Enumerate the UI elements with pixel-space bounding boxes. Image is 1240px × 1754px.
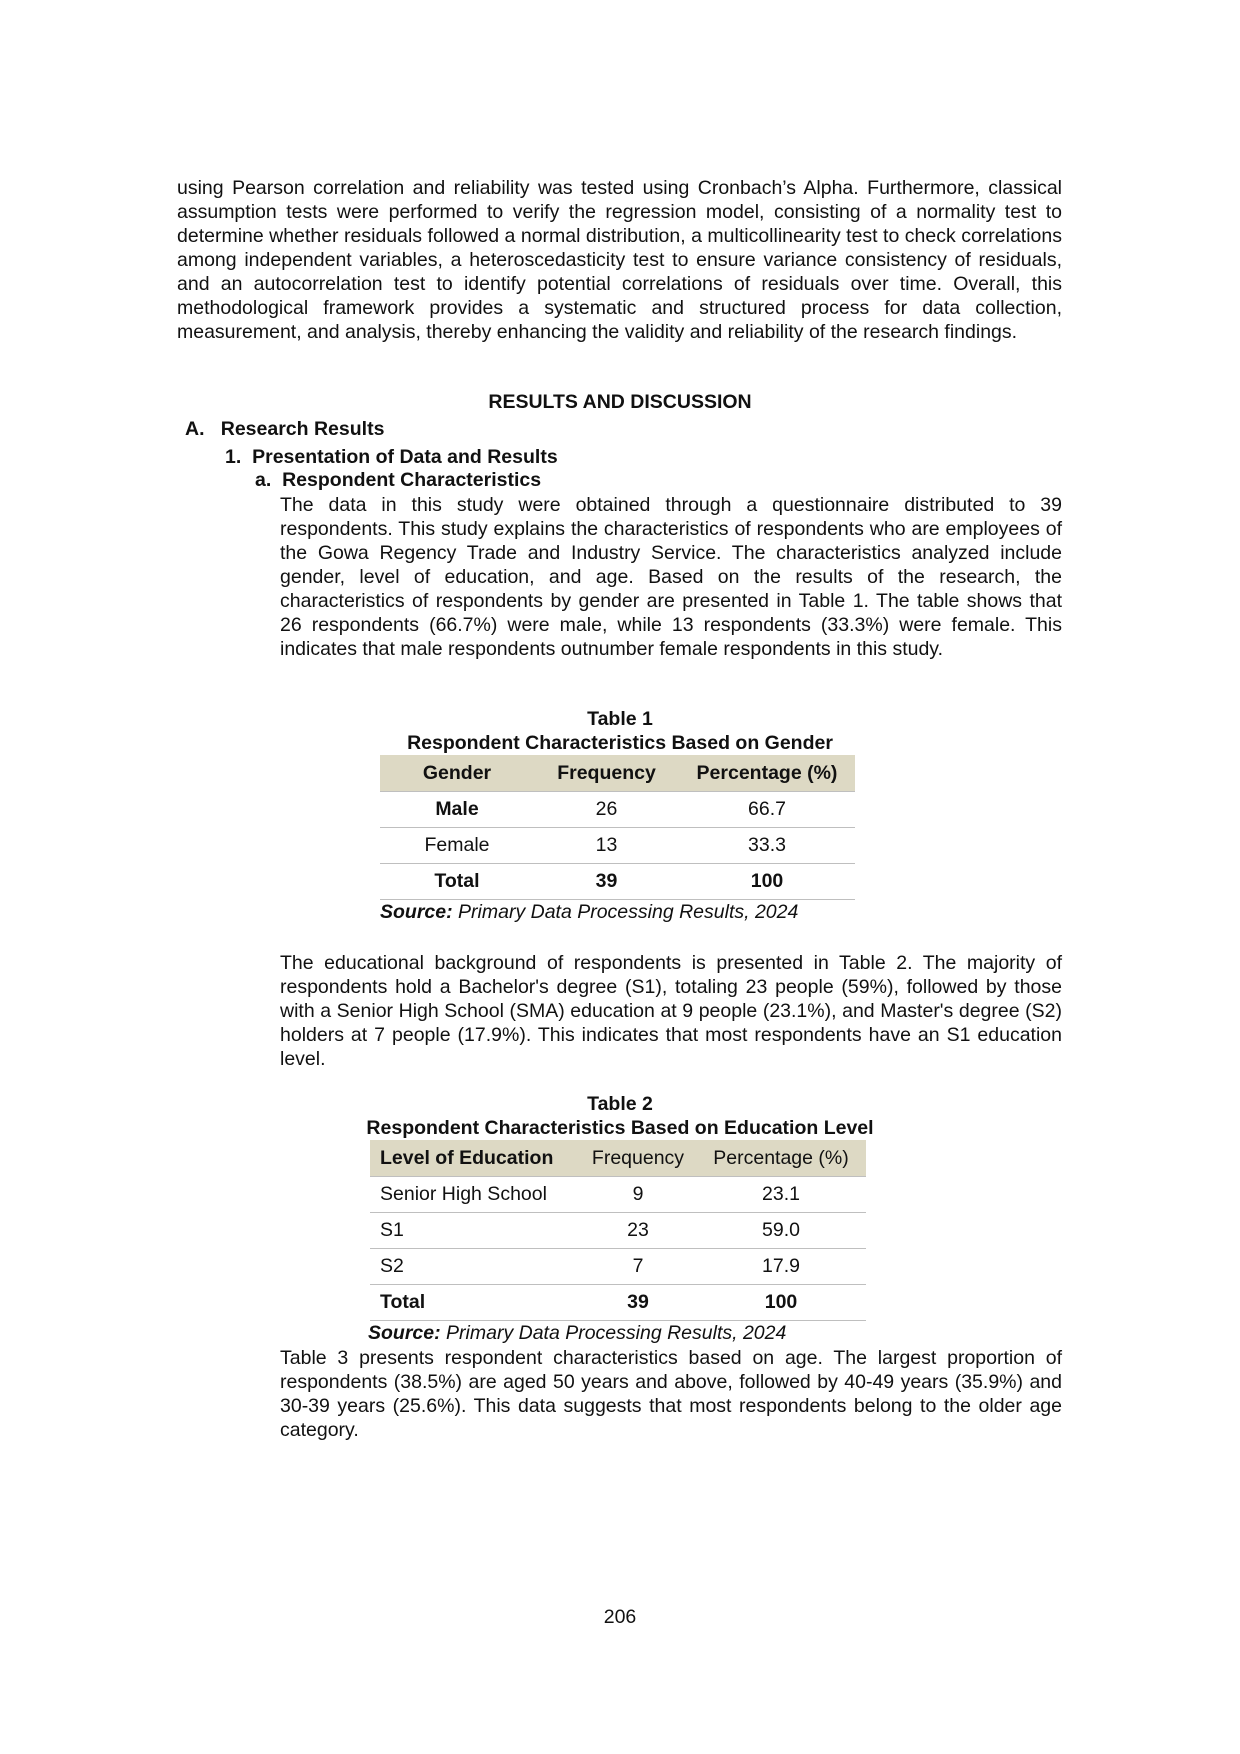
- table1-label: Table 1: [587, 708, 653, 730]
- table1-cell: Male: [380, 792, 534, 828]
- table-row: [370, 1177, 866, 1213]
- table1-title: Respondent Characteristics Based on Gender: [407, 732, 833, 754]
- subsection-heading-1a: a. Respondent Characteristics: [255, 469, 542, 491]
- respondent-paragraph: The data in this study were obtained through a questionnaire distributed to 39 respondents. This study explains the characteristics of respondents who are employees of the Gowa Regency Trade and Industry Service. The characteristics analyzed include gender, level of education, and age. Based on the results of the research, the characteristics of respondents by gender are presented in Table 1. The table shows that 26 respondents (66.7%) were male, while 13 respondents (33.3%) were female. This indicates that male respondents outnumber female respondents in this study.: [280, 494, 1062, 660]
- table1-source: [380, 901, 798, 924]
- section-title: RESULTS AND DISCUSSION: [488, 391, 752, 413]
- table1-cell: 26: [534, 792, 679, 828]
- age-paragraph: Table 3 presents respondent characteristics based on age. The largest proportion of respondents (38.5%) are aged 50 years and above, followed by 40-49 years (35.9%) and 30-39 years (25.6%). This data suggests that most respondents belong to the older age category.: [280, 1347, 1062, 1441]
- table2-source-text: Primary Data Processing Results, 2024: [440, 1322, 787, 1344]
- table1-cell: 33.3: [679, 828, 855, 864]
- table1-cell: Female: [380, 828, 534, 864]
- table2-cell: 39: [580, 1285, 696, 1321]
- table1-cell: 13: [534, 828, 679, 864]
- table2-cell: Senior High School: [370, 1177, 580, 1213]
- table2-source: [368, 1322, 786, 1345]
- subsection-heading-1: 1. Presentation of Data and Results: [225, 446, 558, 468]
- table2-cell: 7: [580, 1249, 696, 1285]
- table2-cell: 59.0: [696, 1213, 866, 1249]
- subsection-heading-a: A. Research Results: [185, 418, 385, 440]
- table2-cell: 17.9: [696, 1249, 866, 1285]
- table-row: [370, 1285, 866, 1321]
- table1-cell: 39: [534, 864, 679, 900]
- table2-cell: S2: [370, 1249, 580, 1285]
- table1-cell: 100: [679, 864, 855, 900]
- table2-cell: S1: [370, 1213, 580, 1249]
- table2-label: Table 2: [587, 1093, 653, 1115]
- table2-title: Respondent Characteristics Based on Education Level: [366, 1117, 874, 1139]
- table2-cell: 23: [580, 1213, 696, 1249]
- table-row: [380, 792, 855, 828]
- table1-header-gender: Gender: [380, 755, 534, 792]
- table2-cell: 23.1: [696, 1177, 866, 1213]
- table1-source-text: Primary Data Processing Results, 2024: [452, 901, 799, 923]
- table1-header-percentage: Percentage (%): [679, 755, 855, 792]
- table1-gender: [380, 755, 855, 900]
- table2-header-row: [370, 1140, 866, 1177]
- table1-header-frequency: Frequency: [534, 755, 679, 792]
- table2-header-frequency: Frequency: [580, 1140, 696, 1177]
- table1-header-row: [380, 755, 855, 792]
- table1-cell: 66.7: [679, 792, 855, 828]
- table2-cell: 9: [580, 1177, 696, 1213]
- intro-paragraph: using Pearson correlation and reliability was tested using Cronbach’s Alpha. Furthermore, classical assumption tests were performed to verify the regression model, consisting of a normality test to determine whether residuals followed a normal distribution, a multicollinearity test to check correlations among independent variables, a heteroscedasticity test to ensure variance consistency of residuals, and an autocorrelation test to identify potential correlations of residuals over time. Overall, this methodological framework provides a systematic and structured process for data collection, measurement, and analysis, thereby enhancing the validity and reliability of the research findings.: [177, 177, 1062, 343]
- table2-source-label: Source:: [368, 1322, 441, 1344]
- table-row: [380, 864, 855, 900]
- education-paragraph: The educational background of respondents is presented in Table 2. The majority of respondents hold a Bachelor's degree (S1), totaling 23 people (59%), followed by those with a Senior High School (SMA) education at 9 people (23.1%), and Master's degree (S2) holders at 7 people (17.9%). This indicates that most respondents have an S1 education level.: [280, 952, 1062, 1070]
- table1-source-label: Source:: [380, 901, 453, 923]
- table2-education: [370, 1140, 866, 1321]
- table2-cell: 100: [696, 1285, 866, 1321]
- table1-cell: Total: [380, 864, 534, 900]
- page-number: 206: [603, 1606, 637, 1628]
- table2-header-level: Level of Education: [370, 1140, 580, 1177]
- table2-cell: Total: [370, 1285, 580, 1321]
- table-row: [370, 1249, 866, 1285]
- table-row: [380, 828, 855, 864]
- table-row: [370, 1213, 866, 1249]
- table2-header-percentage: Percentage (%): [696, 1140, 866, 1177]
